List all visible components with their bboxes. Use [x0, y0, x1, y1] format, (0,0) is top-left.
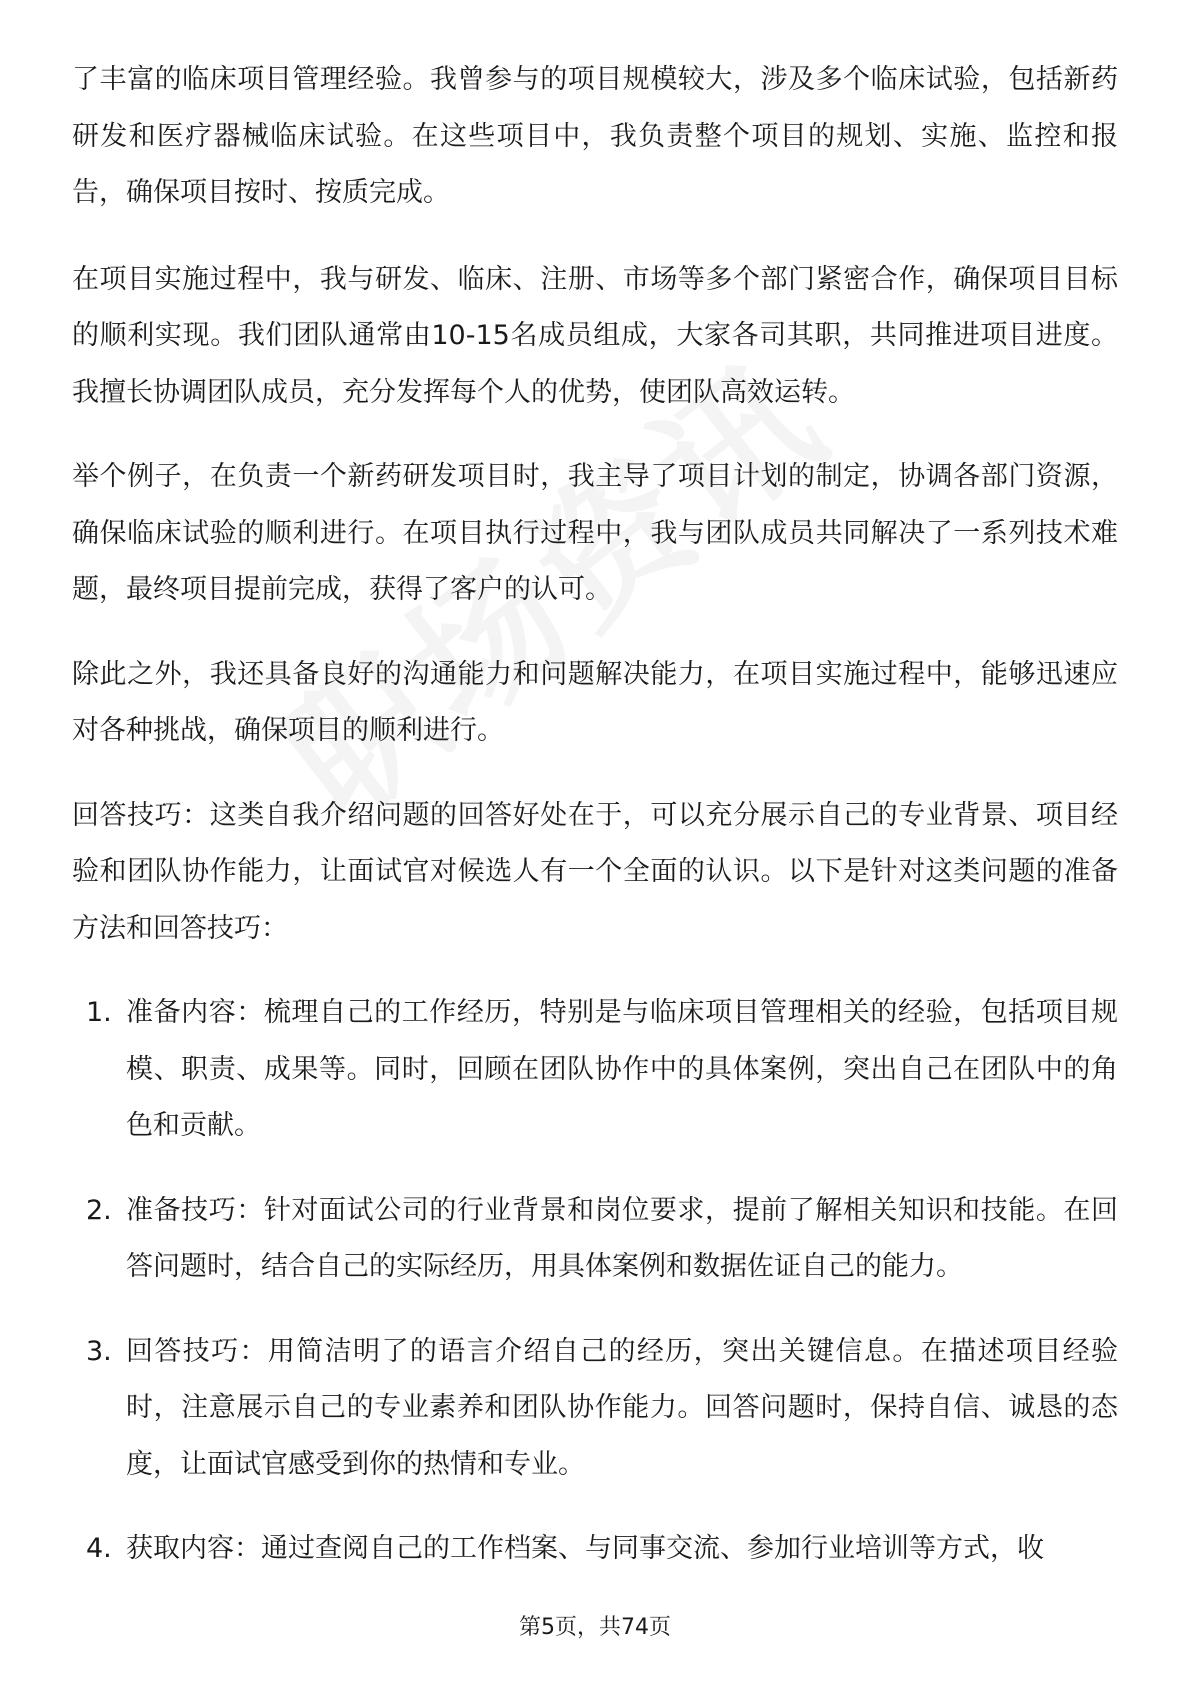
paragraph-skills: 除此之外，我还具备良好的沟通能力和问题解决能力，在项目实施过程中，能够迅速应对各种挑战，确保项目的顺利进行。: [72, 658, 1118, 746]
paragraph-example: 举个例子，在负责一个新药研发项目时，我主导了项目计划的制定，协调各部门资源，确保临床试验的顺利进行。在项目执行过程中，我与团队成员共同解决了一系列技术难题，最终项目提前完成，获得了客户的认可。: [72, 461, 1118, 605]
list-item-number: 1.: [86, 997, 112, 1028]
list-item-number: 4.: [86, 1533, 112, 1564]
list-item: [72, 1183, 1118, 1296]
list-item-number: 3.: [86, 1335, 112, 1367]
list-item: [72, 985, 1118, 1155]
page-number: 第5页，共74页: [519, 1615, 671, 1640]
list-item-text: 准备内容：梳理自己的工作经历，特别是与临床项目管理相关的经验，包括项目规模、职责、成果等。同时，回顾在团队协作中的具体案例，突出自己在团队中的角色和贡献。: [126, 997, 1118, 1141]
list-item-number: 2.: [86, 1194, 112, 1226]
list-item: [72, 1324, 1118, 1494]
paragraph-collaboration: 在项目实施过程中，我与研发、临床、注册、市场等多个部门紧密合作，确保项目目标的顺利实现。我们团队通常由10-15名成员组成，大家各司其职，共同推进项目进度。我擅长协调团队成员，充分发挥每个人的优势，使团队高效运转。: [72, 263, 1118, 408]
list-item-text: 回答技巧：用简洁明了的语言介绍自己的经历，突出关键信息。在描述项目经验时，注意展示自己的专业素养和团队协作能力。回答问题时，保持自信、诚恳的态度，让面试官感受到你的热情和专业。: [126, 1335, 1118, 1480]
document-body: [72, 52, 1118, 1606]
list-item-text: 准备技巧：针对面试公司的行业背景和岗位要求，提前了解相关知识和技能。在回答问题时，结合自己的实际经历，用具体案例和数据佐证自己的能力。: [126, 1194, 1118, 1282]
list-item-text: 获取内容：通过查阅自己的工作档案、与同事交流、参加行业培训等方式，收: [126, 1533, 1044, 1564]
paragraph-experience: 了丰富的临床项目管理经验。我曾参与的项目规模较大，涉及多个临床试验，包括新药研发和医疗器械临床试验。在这些项目中，我负责整个项目的规划、实施、监控和报告，确保项目按时、按质完成。: [72, 64, 1118, 208]
tips-list: [72, 985, 1118, 1578]
list-item: [72, 1521, 1118, 1578]
paragraph-answer-tips: 回答技巧：这类自我介绍问题的回答好处在于，可以充分展示自己的专业背景、项目经验和团队协作能力，让面试官对候选人有一个全面的认识。以下是针对这类问题的准备方法和回答技巧：: [72, 799, 1118, 944]
